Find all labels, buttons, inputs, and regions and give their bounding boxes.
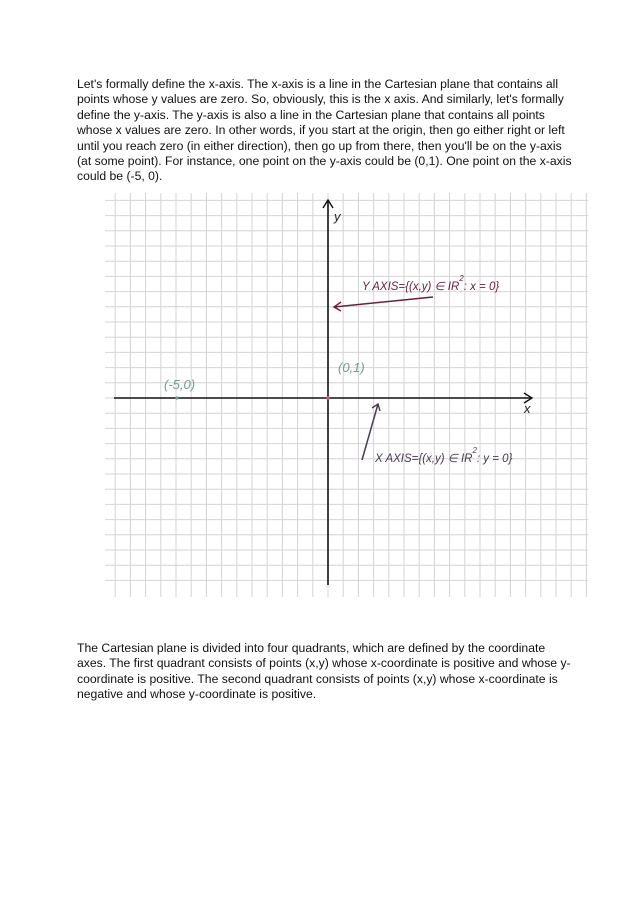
origin-point — [326, 396, 330, 400]
y-axis-definition-tail: : x = 0} — [463, 281, 500, 293]
x-axis-definition-tail: : y = 0} — [476, 453, 513, 465]
x-axis-definition-main: X AXIS={(x,y) ∈ IR — [375, 453, 473, 465]
point-label-neg5-0: (-5,0) — [164, 377, 196, 392]
y-axis-label: y — [334, 209, 341, 224]
graph-paper-grid — [105, 193, 588, 597]
y-axis-annotation-arrow — [334, 297, 433, 307]
paragraph-axes-definition: Let's formally define the x-axis. The x-axis is a line in the Cartesian plane that contains all points whose y values are zero. So, obviously, this is the x axis. And similarly, let's formally define the y-axis. The y-axis is also a line in the Cartesian plane that contains all points whose x values are zero. In other words, if you start at the origin, then go either right or left until you reach zero (in either direction), then go up from there, then you'll be on the y-axis (at some point). For instance, one point on the y-axis could be (0,1). One point on the x-axis could be (-5, 0). — [77, 77, 572, 184]
x-axis-annotation-arrow — [362, 404, 378, 460]
point-marker-neg5-0 — [175, 396, 178, 399]
x-axis-definition-superscript: 2 — [472, 446, 477, 455]
point-label-0-1: (0,1) — [338, 359, 365, 375]
paragraph-quadrants: The Cartesian plane is divided into four quadrants, which are defined by the coordinate axes. The first quadrant consists of points (x,y) whose x-coordinate is positive and whose y-coordinate is positive. The second quadrant consists of points (x,y) whose x-coordinate is negative and whose y-coordinate is positive. — [77, 641, 571, 702]
x-axis-definition — [374, 446, 513, 465]
y-axis-definition-main: Y AXIS={(x,y) ∈ IR — [362, 281, 460, 293]
y-axis-definition-superscript: 2 — [459, 274, 464, 283]
x-axis-label: x — [524, 401, 531, 416]
